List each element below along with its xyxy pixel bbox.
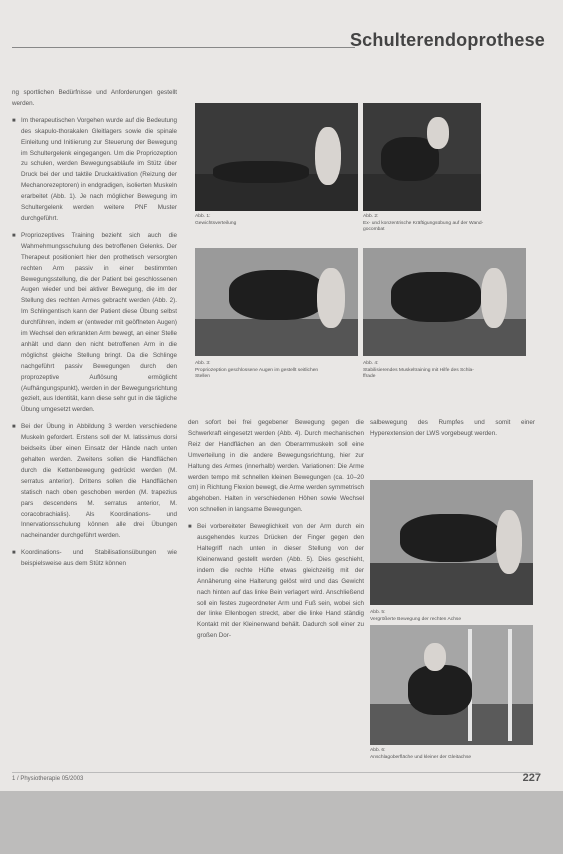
footer-rule <box>12 772 539 773</box>
photo-abb6 <box>370 625 533 745</box>
paragraph: den sofort bei frei gegebener Bewegung gegen die Schwerkraft eingesetzt werden (Abb. 4). Durch mechanischen Reiz der Handflächen an den Oberarmmuskeln soll eine Umverteilung in die andere Bewegungsrichtung, hier zur Haltung des Armes (innerhalb) werden. Variationen: Die Arme werden tempo mit schnellen kleinen Bewegungen (ca. 10–20 cm) in Richtung Flexion bewegt, die Arme werden symmetrisch abgehoben. Halten in verschiedenen Höhen sowie Wechsel von schnellen in langsame Bewegungen. <box>188 419 364 514</box>
photo-abb5 <box>370 480 533 605</box>
paragraph: salbewegung des Rumpfes und somit einer Hyperextension der LWS vorgebeugt werden. <box>370 419 535 437</box>
paragraph: ■ Bei der Übung in Abbildung 3 werden verschiedene Muskeln gefordert. Erstens soll der M. latissimus dorsi beidseits über einen Einsatz der Hände nach unten gehalten werden. Zweitens sollen die Handflächen durch die Kettenbewegung gedrückt werden (M. serratus anterior). Drittens sollen die Handflächen statisch nach oben geschoben werden (M. trapezius pars descendens M. serratus anterior, M. coracobrachialis). Als Koordinations- und Innervationsschulung können alle drei Übungen nacheinander durchgeführt werden. <box>12 422 177 542</box>
paragraph: ■ Im therapeutischen Vorgehen wurde auf die Bedeutung des skapulo-thorakalen Gleitlagers sowie die spinale Einleitung und Initiierung zur Steuerung der Bewegung im Schultergelenk eingegangen. Um die Propriozeption zu schulen, werden Bewegungsabläufe im Stütz über Druck bei der und taktile Druckaktivation (Reizung der Mechanorezeptoren) in endgradigen, isolierten Muskeln erarbeitet (Abb. 1). Je nach möglicher Bewegung im Schultergelenk werden weitere PNF Muster durchgeführt. <box>12 116 177 225</box>
bottom-band <box>0 791 563 854</box>
caption-abb6: Abb. 6: Anschlagoberfläche und kleiner der Gleitachse <box>370 748 472 760</box>
caption-abb1: Abb. 1: Gewichtsverteilung <box>195 214 237 226</box>
paragraph: ■ Propriozeptives Training bezieht sich auch die Wahrnehmungsschulung des betroffenen Gelenks. Der Therapeut positioniert hier den prothetisch versorgten rechten Arm passiv in einer bestimmten Bewegungsstellung, die der Patient bei geschlossenen Augen wieder und bei aktiver Bewegung, die im der Stellung des rechten Armes gebracht werden (Abb. 2). Im Schlingentisch kann der Patient diese Übung selbst durchführen, indem er (entweder mit geöffneten Augen) im Wechsel den erkrankten Arm bewegt, an einer Stelle anhält und dann den nicht betroffenen Arm in die möglichst gleiche Stellung bringt. Da die Schlinge nachgeführt passiv Bewegungen durch den proprozeptive Auflösung ermöglicht (Aufhängungspunkt), werden in der Bewegungsrichtung gezielt, aus Identität, kann diese sehr gut in die tägliche Übung umgesetzt werden. <box>12 231 177 416</box>
header-rule <box>12 47 355 48</box>
paragraph: ■ Koordinations- und Stabilisationsübungen wie beispielsweise aus dem Stütz können <box>12 548 177 570</box>
photo-abb2 <box>363 103 481 211</box>
paragraph: ng sportlichen Bedürfnisse und Anforderungen gestellt werden. <box>12 89 177 107</box>
page-title: Schulterendoprothese <box>349 30 545 50</box>
photo-abb1 <box>195 103 358 211</box>
photo-abb4 <box>363 248 526 356</box>
page-number: 227 <box>522 772 541 784</box>
caption-abb5: Abb. 5: Vergrößerte Bewegung der rechten Achse <box>370 610 462 622</box>
paragraph: ■ Bei vorbereiteter Beweglichkeit von der Arm durch ein ausgehendes kurzes Drücken der Finger gegen den Haltegriff nach unten in dieser Stellung von der Kleinenwand gestellt werden (Abb. 5). Dies geschieht, indem die rechte Hüfte etwas gleichzeitig mit der Annäherung eine Halterung gelöst wird und das Gewicht nach hinten auf das linke Bein verlagert wird. Anschließend soll ein festes zugeordneter Arm und Fuß sein, wobei sich der linke Ellenbogen streckt, aber die linke Hand ständig Kontakt mit der Kleinenwand behält. Dadurch soll einer zu großen Dor- <box>188 522 364 642</box>
caption-abb2: Abb. 2: Ex- und konzentrische Kräftigungsübung auf der Wand- gocombat <box>363 214 484 233</box>
text-column-left <box>12 88 177 576</box>
caption-abb3: Abb. 3: Propriozeption geschlossene Augen im gestellt seitlichen Stellen <box>195 361 319 380</box>
caption-abb4: Abb. 4: Stabilisierendes Muskeltraining mit Hilfe des Schla- ffrade <box>363 361 474 380</box>
text-column-right <box>370 418 535 446</box>
text-column-middle <box>188 418 364 648</box>
photo-abb3 <box>195 248 358 356</box>
footer-journal: 1 / Physiotherapie 05/2003 <box>12 776 84 782</box>
